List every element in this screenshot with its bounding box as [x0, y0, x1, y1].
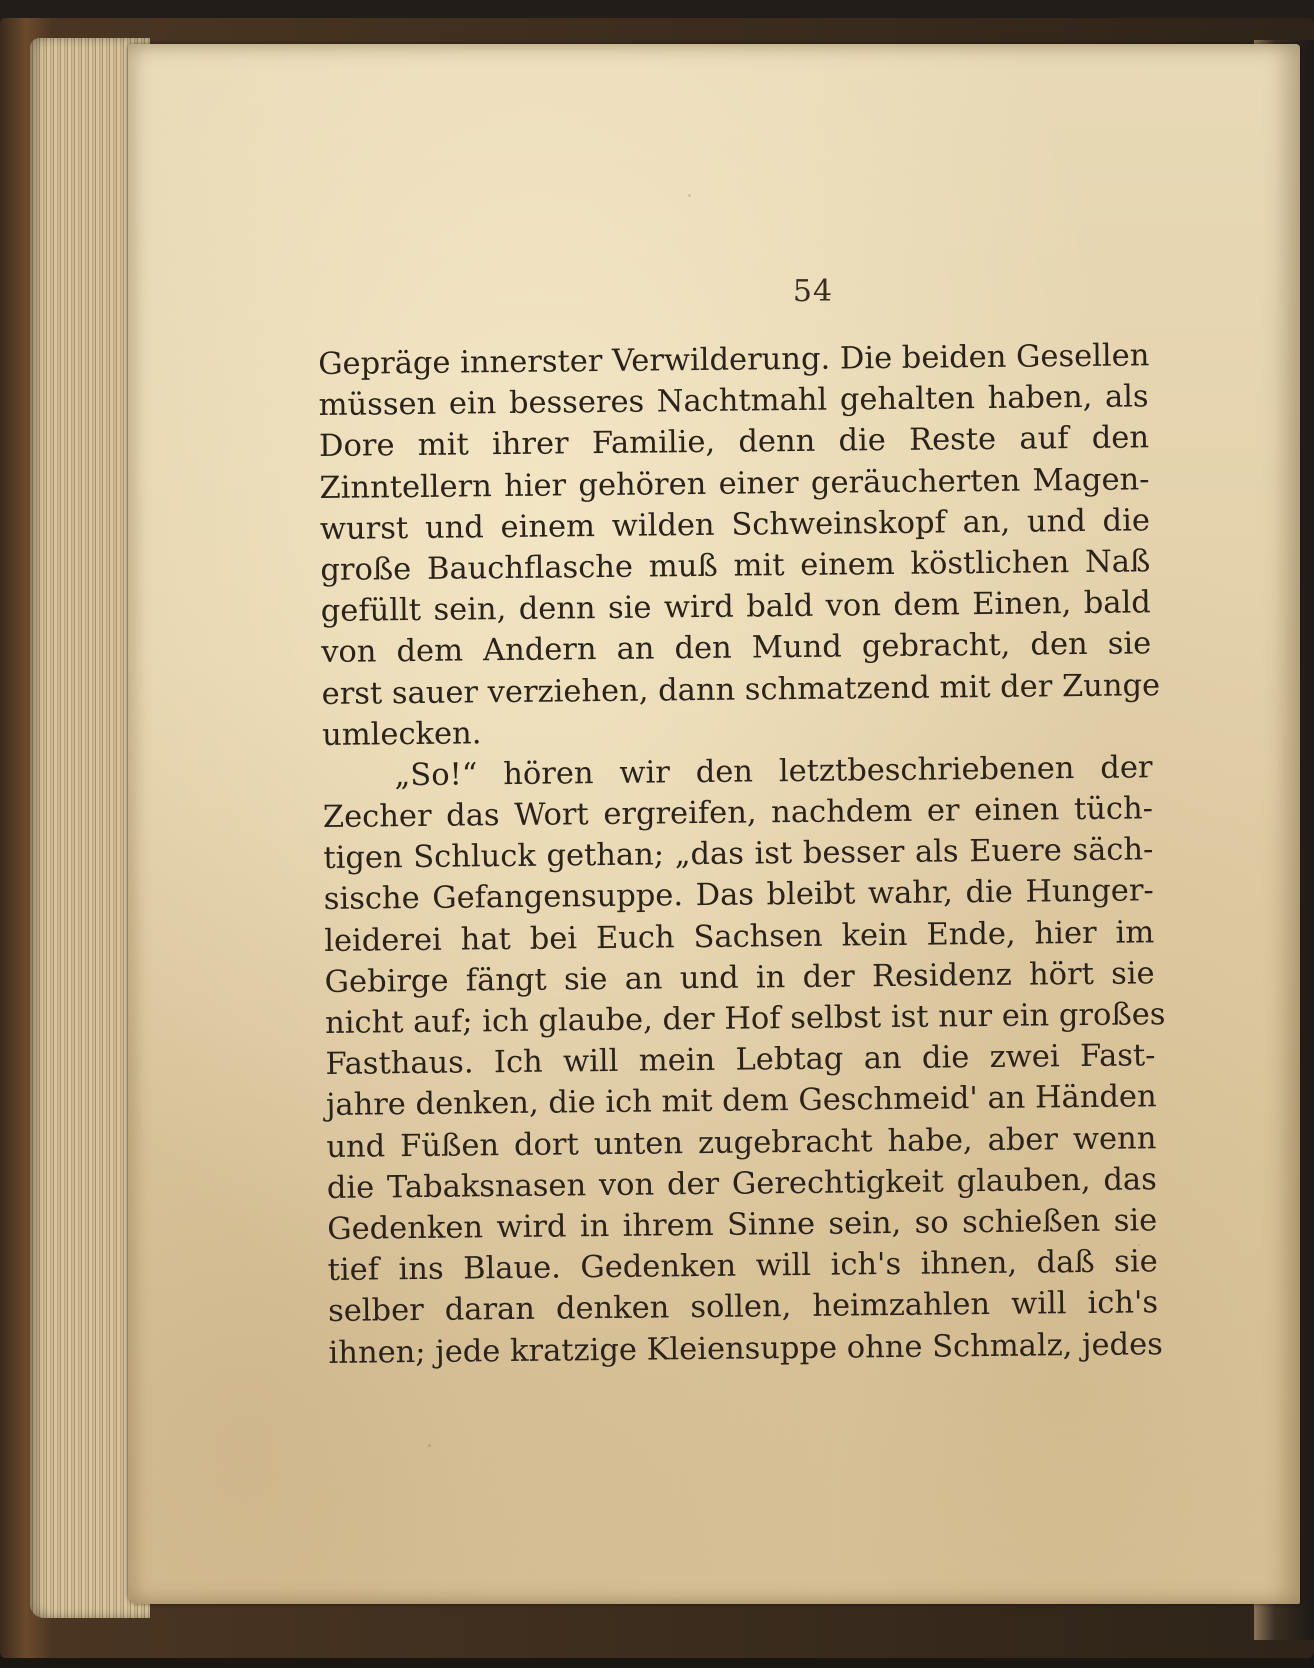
paper-speck: [688, 194, 691, 197]
text-line: wurst und einem wilden Schweinskopf an, und die: [319, 503, 1151, 547]
text-line: ihnen; jede kratzige Kleiensuppe ohne Schmalz, jedes: [328, 1326, 1163, 1371]
text-line: selber daran denken sollen, heimzahlen will ich's: [327, 1285, 1159, 1330]
text-line: müssen ein besseres Nachtmahl gehalten haben, als: [318, 379, 1149, 424]
text-line: nicht auf; ich glaube, der Hof selbst ist nur ein großes: [324, 997, 1166, 1041]
text-line: umlecken.: [321, 715, 482, 753]
paper-speck: [428, 1444, 431, 1447]
text-line: die Tabaksnasen von der Gerechtigkeit glauben, das: [326, 1162, 1157, 1206]
text-line: „So!“ hören wir den letztbeschriebenen der: [394, 750, 1153, 794]
text-line: und Füßen dort unten zugebracht habe, aber wenn: [326, 1120, 1157, 1165]
text-line: Gedenken wird in ihrem Sinne sein, so schießen sie: [327, 1203, 1158, 1247]
text-line: leiderei hat bei Euch Sachsen kein Ende, hier im: [324, 914, 1155, 959]
text-line: tigen Schluck gethan; „das ist besser als Euere säch-: [323, 832, 1154, 877]
text-line: Fasthaus. Ich will mein Lebtag an die zwei Fast-: [325, 1038, 1156, 1083]
book-page: [128, 44, 1300, 1604]
text-line: große Bauchflasche muß mit einem köstlichen Naß: [320, 544, 1151, 588]
text-line: erst sauer verziehen, dann schmatzend mit der Zunge: [321, 667, 1161, 712]
text-line: sische Gefangensuppe. Das bleibt wahr, die Hunger-: [323, 873, 1154, 918]
page-number: 54: [792, 274, 834, 309]
text-line: Dore mit ihrer Familie, denn die Reste auf den: [318, 420, 1150, 465]
text-line: Zecher das Wort ergreifen, nachdem er einen tüch-: [322, 791, 1154, 836]
text-line: Gepräge innerster Verwilderung. Die beiden Gesellen: [318, 338, 1150, 382]
text-line: gefüllt sein, denn sie wird bald von dem Einen, bald: [320, 585, 1151, 630]
text-line: Gebirge fängt sie an und in der Residenz hört sie: [324, 956, 1155, 1000]
text-line: tief ins Blaue. Gedenken will ich's ihnen, daß sie: [327, 1244, 1158, 1289]
text-line: Zinntellern hier gehören einer geräucherten Magen-: [319, 461, 1150, 506]
text-line: jahre denken, die ich mit dem Geschmeid' an Händen: [325, 1079, 1157, 1124]
text-line: von dem Andern an den Mund gebracht, den sie: [321, 626, 1152, 671]
body-text: [318, 335, 1166, 1373]
